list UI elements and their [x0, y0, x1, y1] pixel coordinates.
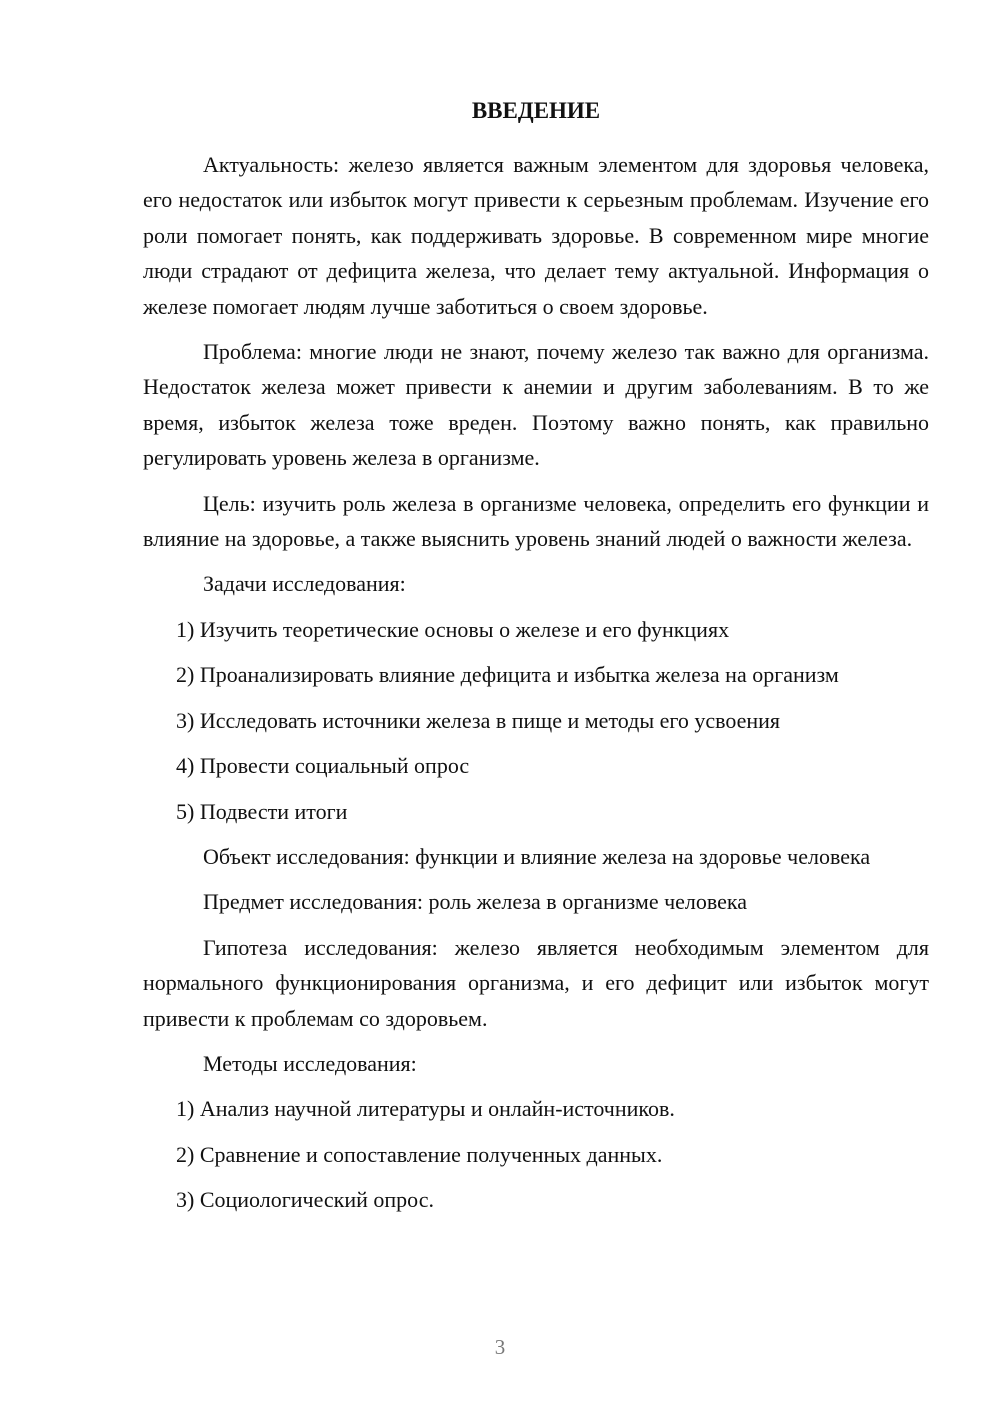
relevance-paragraph: Актуальность: железо является важным элементом для здоровья человека, его недостаток или избыток могут привести к серьезным проблемам. Изучение его роли помогает понять, как поддерживать здоровье. В современном мире многие люди страдают от дефицита железа, что делает тему актуальной. Информация о железе помогает людям лучше заботиться о своем здоровье. [143, 152, 929, 319]
hypothesis-paragraph: Гипотеза исследования: железо является необходимым элементом для нормального функционирования организма, и его дефицит или избыток могут привести к проблемам со здоровьем. [143, 934, 929, 1031]
task-item: 1) Изучить теоретические основы о железе и его функциях [176, 616, 730, 642]
page-content [143, 93, 929, 1218]
goal-paragraph: Цель: изучить роль железа в организме человека, определить его функции и влияние на здоровье, а также выяснить уровень знаний людей о важности железа. [143, 490, 929, 552]
task-item: 2) Проанализировать влияние дефицита и избытка железа на организм [176, 662, 839, 688]
method-item: 1) Анализ научной литературы и онлайн-источников. [176, 1096, 675, 1122]
methods-heading: Методы исследования: [203, 1050, 417, 1076]
problem-paragraph: Проблема: многие люди не знают, почему железо так важно для организма. Недостаток железа может привести к анемии и другим заболеваниям. В то же время, избыток железа тоже вреден. Поэтому важно понять, как правильно регулировать уровень железа в организме. [143, 339, 929, 471]
tasks-heading: Задачи исследования: [203, 571, 406, 597]
page-number: 3 [494, 1335, 506, 1359]
method-item: 2) Сравнение и сопоставление полученных данных. [176, 1141, 663, 1167]
task-item: 5) Подвести итоги [176, 798, 348, 824]
subject-paragraph: Предмет исследования: роль железа в организме человека [203, 889, 748, 915]
object-paragraph: Объект исследования: функции и влияние железа на здоровье человека [203, 843, 871, 869]
task-item: 3) Исследовать источники железа в пище и методы его усвоения [176, 707, 781, 733]
method-item: 3) Социологический опрос. [176, 1187, 434, 1213]
task-item: 4) Провести социальный опрос [176, 753, 470, 779]
section-heading: ВВЕДЕНИЕ [471, 98, 601, 123]
